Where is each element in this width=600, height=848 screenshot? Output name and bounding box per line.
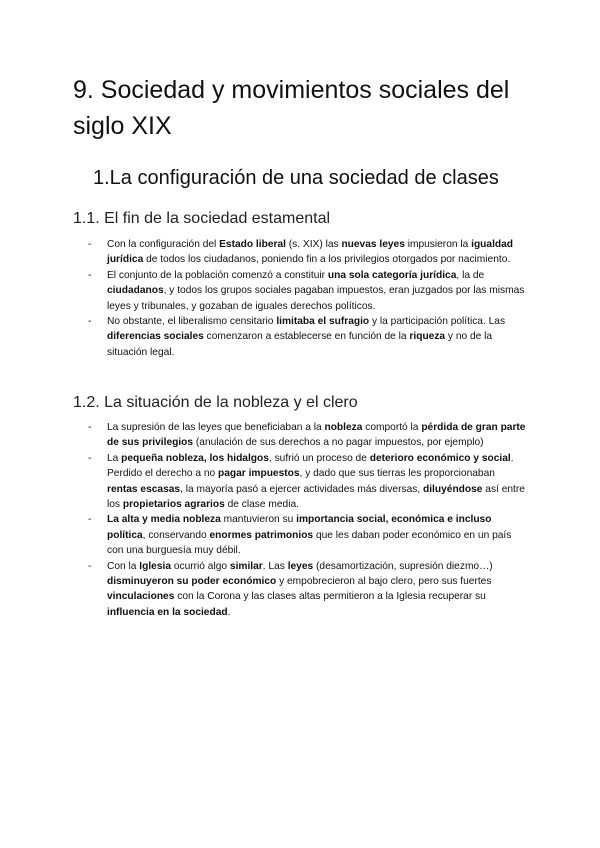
bold-text: propietarios agrarios: [122, 499, 225, 511]
list-item: [88, 237, 528, 268]
bold-text: leyes: [287, 560, 314, 572]
list-item: [88, 314, 528, 360]
text-run: así entre los: [107, 483, 525, 511]
text-run: .: [227, 606, 231, 618]
subsection-heading-1: 1.1. El fin de la sociedad estamental: [73, 210, 331, 227]
list-item: [88, 451, 528, 513]
bold-text: importancia social, económica e incluso política: [107, 514, 492, 541]
subsection-1-list: [88, 237, 528, 360]
bold-text: deterioro económico y social: [369, 452, 511, 464]
bold-text: pérdida de gran parte de sus privilegios: [107, 422, 526, 449]
list-item: [88, 420, 528, 451]
text-run: (s. XIX) las: [285, 239, 342, 250]
bold-text: limitaba el sufragio: [276, 316, 370, 328]
bold-text: una sola categoría jurídica: [327, 269, 457, 281]
text-run: impusieron la: [404, 239, 472, 250]
bold-text: Estado liberal: [219, 239, 286, 250]
bold-text: igualdad jurídica: [107, 239, 514, 266]
text-run: con la Corona y las clases altas permitieron a la Iglesia recuperar su: [174, 591, 486, 603]
text-run: Con la: [107, 560, 140, 572]
text-run: comportó la: [362, 422, 422, 433]
text-run: ocurrió algo: [171, 560, 230, 572]
bold-text: disminuyeron su poder económico: [107, 576, 277, 588]
text-run: de clase media.: [224, 499, 299, 511]
bold-text: nuevas leyes: [341, 239, 405, 250]
text-run: que les daban poder económico en un país con una burguesía muy débil.: [107, 529, 512, 557]
bold-text: influencia en la sociedad: [107, 606, 228, 618]
bold-text: diferencias sociales: [107, 331, 204, 343]
bold-text: Iglesia: [139, 560, 171, 572]
text-run: , la de: [456, 269, 485, 281]
text-run: (anulación de sus derechos a no pagar impuestos, por ejemplo): [193, 437, 484, 449]
bullet-dash: -: [88, 269, 92, 281]
bold-text: diluyéndose: [423, 483, 483, 495]
page-title: 9. Sociedad y movimientos sociales del siglo XIX: [73, 76, 510, 140]
text-run: , conservando: [142, 529, 210, 541]
text-run: No obstante, el liberalismo censitario: [107, 316, 277, 328]
list-item: [88, 268, 528, 314]
bold-text: La alta y media nobleza: [107, 514, 221, 526]
text-run: , y dado que sus tierras les proporcionaban: [299, 468, 495, 480]
text-run: y empobrecieron al bajo clero, pero sus fuertes: [276, 576, 492, 588]
list-item: [88, 559, 528, 621]
bullet-dash: -: [88, 316, 92, 328]
bold-text: pagar impuestos: [218, 468, 300, 480]
text-run: Con la configuración del: [107, 239, 220, 250]
bold-text: similar: [229, 560, 263, 572]
subsection-2-list: [88, 420, 528, 620]
bold-text: ciudadanos: [107, 285, 164, 297]
text-run: . Las: [262, 560, 288, 572]
text-run: y no de la situación legal.: [107, 331, 493, 358]
bullet-dash: -: [88, 514, 92, 526]
text-run: y la participación política. Las: [369, 316, 506, 328]
subsection-heading-2: 1.2. La situación de la nobleza y el clero: [73, 394, 358, 411]
bullet-dash: -: [88, 452, 92, 464]
bold-text: riqueza: [409, 331, 446, 343]
text-run: , la mayoría pasó a ejercer actividades más diversas,: [180, 483, 423, 495]
text-run: (desamortización, supresión diezmo…): [313, 560, 493, 572]
bold-text: enormes patrimonios: [209, 529, 314, 541]
bullet-dash: -: [88, 560, 92, 572]
bold-text: rentas escasas: [107, 483, 181, 495]
text-run: , sufrió un proceso de: [268, 452, 370, 464]
text-run: El conjunto de la población comenzó a constituir: [107, 269, 328, 281]
bullet-dash: -: [88, 239, 92, 250]
list-item: [88, 512, 528, 558]
section-heading: 1.La configuración de una sociedad de clases: [93, 167, 499, 189]
text-run: La supresión de las leyes que beneficiaban a la: [107, 422, 325, 433]
text-run: La: [107, 452, 122, 464]
bold-text: nobleza: [324, 422, 363, 433]
bold-text: pequeña nobleza, los hidalgos: [121, 452, 269, 464]
text-run: de todos los ciudadanos, poniendo fin a los privilegios otorgados por nacimiento.: [143, 254, 511, 266]
text-run: mantuvieron su: [220, 514, 297, 526]
text-run: . Perdido el derecho a no: [107, 452, 514, 480]
bold-text: vinculaciones: [107, 591, 175, 603]
bullet-dash: -: [88, 422, 92, 433]
text-run: comenzaron a establecerse en función de la: [203, 331, 410, 343]
text-run: , y todos los grupos sociales pagaban impuestos, eran juzgados por las mismas leyes y tribunales, y gozaban de iguales derechos políticos.: [107, 285, 525, 312]
